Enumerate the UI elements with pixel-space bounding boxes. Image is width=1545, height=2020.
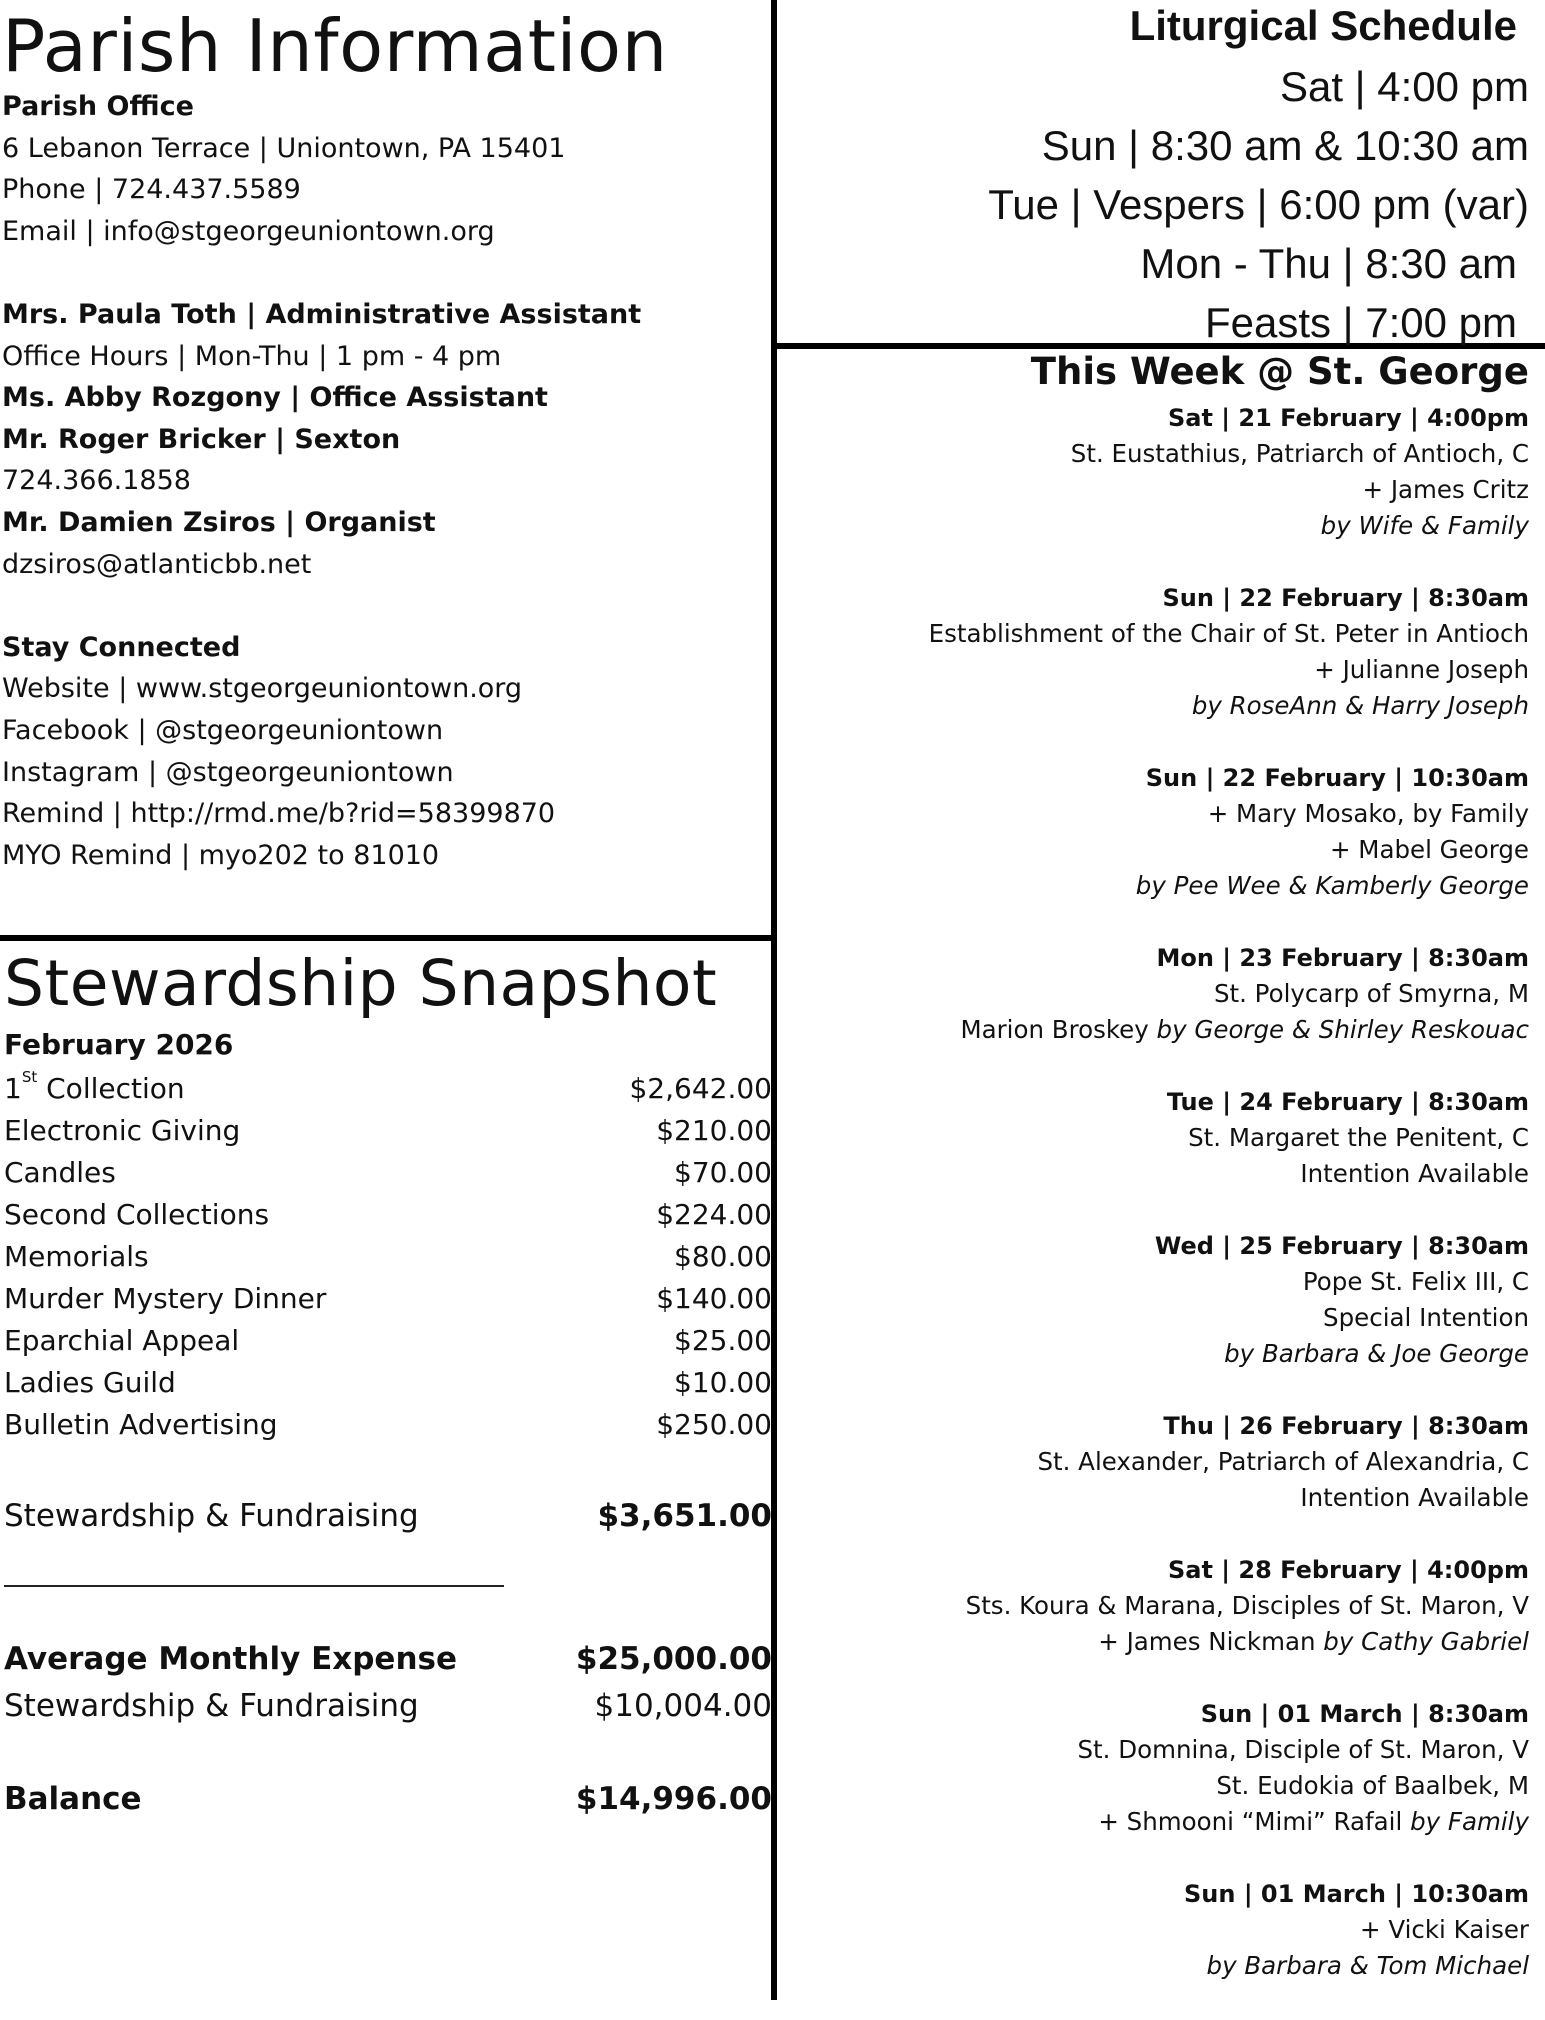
event-line: by Wife & Family [1320, 511, 1529, 540]
stay-connected-heading: Stay Connected [2, 631, 241, 663]
event-line: Establishment of the Chair of St. Peter in Antioch [928, 619, 1529, 648]
stewardship-amount: $210.00 [656, 1114, 772, 1147]
event-line: + James Critz [1362, 475, 1529, 504]
event-line: + Mabel George [1329, 835, 1529, 864]
schedule-line: Mon - Thu | 8:30 am [1140, 240, 1517, 287]
event-line: by Barbara & Tom Michael [1206, 1951, 1529, 1980]
event-line: + Julianne Joseph [1314, 655, 1529, 684]
website-link: Website | www.stgeorgeuniontown.org [2, 673, 523, 705]
left-section-divider [0, 935, 775, 941]
event-line: by RoseAnn & Harry Joseph [1191, 691, 1529, 720]
myo-remind: MYO Remind | myo202 to 81010 [2, 839, 440, 871]
stewardship-row [4, 1152, 772, 1194]
staff-detail: dzsiros@atlanticbb.net [2, 548, 312, 580]
event-item [784, 580, 1529, 724]
underline-rule [4, 1585, 504, 1587]
event-heading: Sun | 01 March | 8:30am [1200, 1700, 1529, 1728]
event-item [784, 1552, 1529, 1660]
stewardship-label: Ladies Guild [4, 1366, 176, 1399]
event-line: + Mary Mosako, by Family [1207, 799, 1529, 828]
stewardship-amount: $70.00 [674, 1156, 772, 1189]
spacer [2, 252, 641, 294]
event-item [784, 1408, 1529, 1516]
staff-name: Mrs. Paula Toth | Administrative Assistant [2, 298, 642, 330]
schedule-line: Sat | 4:00 pm [1279, 63, 1529, 110]
stewardship-amount: $250.00 [656, 1408, 772, 1441]
schedule-line: Tue | Vespers | 6:00 pm (var) [988, 181, 1529, 228]
stewardship-amount: $80.00 [674, 1240, 772, 1273]
stewardship-label: Second Collections [4, 1198, 270, 1231]
balance-amount: $14,996.00 [575, 1781, 772, 1817]
event-line: Special Intention [1323, 1303, 1529, 1332]
event-line: Pope St. Felix III, C [1302, 1267, 1529, 1296]
stewardship-amount: $2,642.00 [629, 1072, 772, 1105]
event-item [784, 1876, 1529, 1984]
stewardship-amount: $10.00 [674, 1366, 772, 1399]
stewardship-row [4, 1362, 772, 1404]
staff-name: Ms. Abby Rozgony | Office Assistant [2, 382, 548, 414]
event-line: St. Eudokia of Baalbek, M [1216, 1771, 1529, 1800]
event-line: Marion Broskey by George & Shirley Reskouac [960, 1015, 1529, 1044]
schedule-line: Sun | 8:30 am & 10:30 am [1041, 122, 1529, 169]
average-expense-row: Average Monthly Expense $25,000.00 [4, 1638, 772, 1680]
event-line: + James Nickman by Cathy Gabriel [1098, 1627, 1529, 1656]
stewardship-label: Candles [4, 1156, 116, 1189]
instagram-link: Instagram | @stgeorgeuniontown [2, 756, 454, 788]
parish-information-title: Parish Information [2, 4, 668, 88]
event-item [784, 760, 1529, 904]
parish-email: Email | info@stgeorgeuniontown.org [2, 215, 495, 247]
event-item [784, 1696, 1529, 1840]
balance-row: Balance $14,996.00 [4, 1778, 772, 1820]
event-heading: Mon | 23 February | 8:30am [1156, 944, 1529, 972]
schedule-line: Feasts | 7:00 pm [1204, 299, 1517, 346]
stewardship-row [4, 1236, 772, 1278]
event-item [784, 1228, 1529, 1372]
stewardship-row [4, 1320, 772, 1362]
stewardship-ytd-amount: $10,004.00 [594, 1688, 772, 1724]
stewardship-row [4, 1194, 772, 1236]
event-line: + Vicki Kaiser [1360, 1915, 1529, 1944]
liturgical-schedule-title: Liturgical Schedule [1129, 2, 1517, 49]
stewardship-amount: $140.00 [656, 1282, 772, 1315]
staff-name: Mr. Damien Zsiros | Organist [2, 506, 436, 538]
event-item [784, 940, 1529, 1048]
event-heading: Sat | 28 February | 4:00pm [1167, 1556, 1529, 1584]
facebook-link: Facebook | @stgeorgeuniontown [2, 714, 444, 746]
event-line: by Pee Wee & Kamberly George [1135, 871, 1529, 900]
stewardship-label: Bulletin Advertising [4, 1408, 278, 1441]
event-line: Intention Available [1300, 1159, 1529, 1188]
stewardship-row [4, 1278, 772, 1320]
this-week-section [780, 348, 1545, 2000]
event-line: St. Eustathius, Patriarch of Antioch, C [1070, 439, 1529, 468]
liturgical-schedule-section [780, 0, 1545, 345]
event-heading: Sun | 01 March | 10:30am [1184, 1880, 1529, 1908]
stewardship-month: February 2026 [4, 1028, 234, 1061]
staff-detail: 724.366.1858 [2, 465, 191, 497]
stewardship-row: 1St Collection $2,642.00 [4, 1068, 772, 1110]
event-heading: Sun | 22 February | 10:30am [1145, 764, 1529, 792]
remind-link: Remind | http://rmd.me/b?rid=58399870 [2, 798, 556, 830]
event-line: St. Polycarp of Smyrna, M [1213, 979, 1529, 1008]
stewardship-label: Murder Mystery Dinner [4, 1282, 327, 1315]
stewardship-amount: $25.00 [674, 1324, 772, 1357]
stewardship-row [4, 1110, 772, 1152]
stewardship-row [4, 1404, 772, 1446]
event-item [784, 1084, 1529, 1192]
parish-office-heading: Parish Office [2, 91, 194, 122]
event-line: St. Alexander, Patriarch of Alexandria, C [1037, 1447, 1529, 1476]
event-heading: Thu | 26 February | 8:30am [1163, 1412, 1529, 1440]
stewardship-title: Stewardship Snapshot [4, 947, 718, 1020]
parish-address: 6 Lebanon Terrace | Uniontown, PA 15401 [2, 132, 566, 164]
event-line: St. Margaret the Penitent, C [1188, 1123, 1529, 1152]
events-list [784, 400, 1529, 2020]
event-line: Intention Available [1300, 1483, 1529, 1512]
stewardship-total-amount: $3,651.00 [597, 1498, 772, 1534]
event-heading: Tue | 24 February | 8:30am [1166, 1088, 1529, 1116]
stewardship-label: Electronic Giving [4, 1114, 241, 1147]
stewardship-total-row: Stewardship & Fundraising $3,651.00 [4, 1495, 772, 1537]
event-line: by Barbara & Joe George [1224, 1339, 1529, 1368]
event-line: St. Domnina, Disciple of St. Maron, V [1077, 1735, 1529, 1764]
staff-name: Mr. Roger Bricker | Sexton [2, 423, 401, 455]
event-heading: Sat | 21 February | 4:00pm [1167, 404, 1529, 432]
event-heading: Sun | 22 February | 8:30am [1162, 584, 1529, 612]
stewardship-label: Memorials [4, 1240, 149, 1273]
stewardship-label: Eparchial Appeal [4, 1324, 240, 1357]
spacer [2, 585, 641, 627]
this-week-title: This Week @ St. George [1030, 350, 1529, 393]
event-heading: Wed | 25 February | 8:30am [1154, 1232, 1529, 1260]
event-line: Sts. Koura & Marana, Disciples of St. Maron, V [965, 1591, 1529, 1620]
staff-detail: Office Hours | Mon-Thu | 1 pm - 4 pm [2, 340, 502, 372]
event-item [784, 400, 1529, 544]
stewardship-ytd-row: Stewardship & Fundraising $10,004.00 [4, 1685, 772, 1727]
event-line: + Shmooni “Mimi” Rafail by Family [1098, 1807, 1529, 1836]
stewardship-amount: $224.00 [656, 1198, 772, 1231]
average-expense-amount: $25,000.00 [575, 1641, 772, 1677]
parish-phone: Phone | 724.437.5589 [2, 174, 301, 206]
